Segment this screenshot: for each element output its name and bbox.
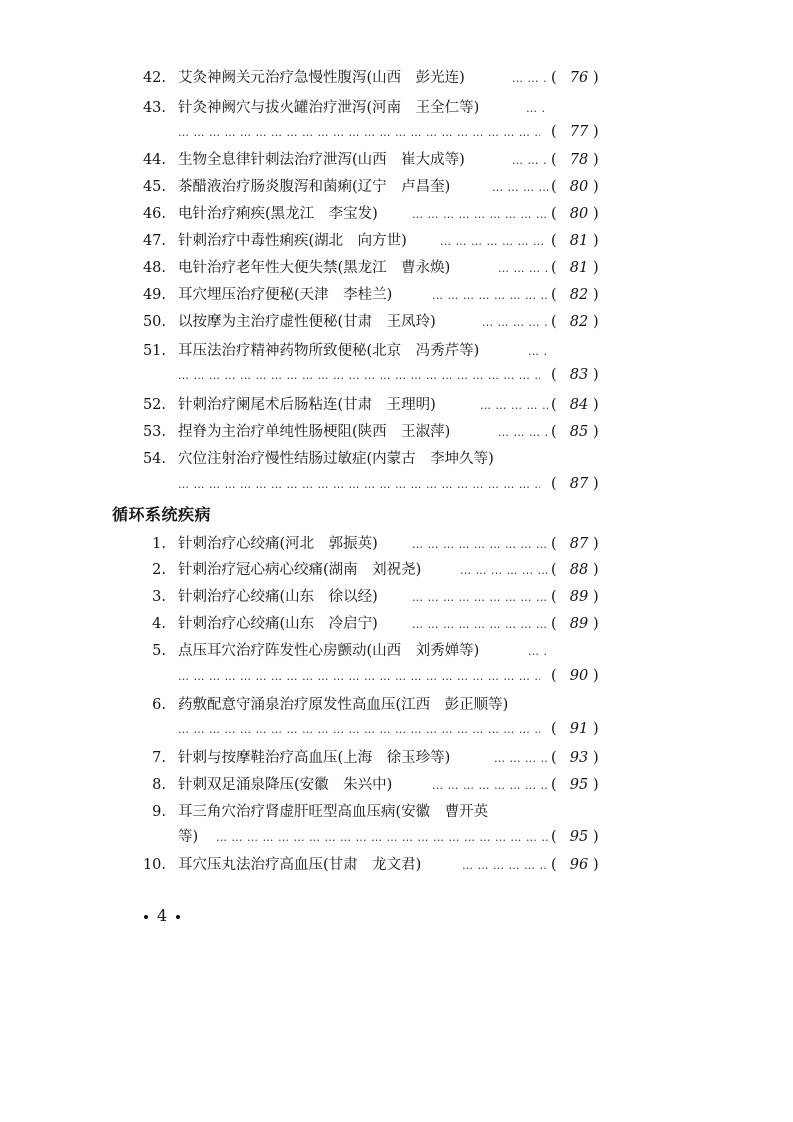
entry-page: 91 <box>569 721 589 737</box>
entry-title: 电针治疗老年性大便失禁(黑龙江 曹永焕) <box>178 260 451 276</box>
toc-entry-continuation: … … … … … … … … … … … … … … … … … … … … … … … … … … … … … … … … … … … … … … … … … … … … … … … … ( 77 ) <box>0 119 793 146</box>
toc-entry: 2. 针刺治疗冠心病心绞痛(湖南 刘祝尧) … … … … … … … … … … … … … … … … … … … … … … … … … … … … … … … … … … … … … … … … … … … … … … … … ( 88 ) <box>0 557 793 584</box>
entry-number: 9. <box>152 804 166 820</box>
entry-page: 83 <box>569 367 589 383</box>
toc-entry: 7. 针刺与按摩鞋治疗高血压(上海 徐玉珍等) … … … … … … … … … … … … … … … … … … … … … … … … … … … … … … … … … … … … … … … … … … … … … … … … ( 93 ) <box>0 745 793 772</box>
entry-page: 87 <box>569 476 589 492</box>
entry-title: 药敷配意守涌泉治疗原发性高血压(江西 彭正顺等) <box>178 697 509 713</box>
entry-title: 针刺治疗阑尾术后肠粘连(甘肃 王理明) <box>178 397 436 413</box>
dot-leader <box>216 824 548 851</box>
entry-page: 81 <box>569 260 589 276</box>
toc-entry: 42. 艾灸神阙关元治疗急慢性腹泻(山西 彭光连) … … … … … … … … … … … … … … … … … … … … … … … … … … … … … … … … … … … … … … … … … … … … … … … … ( 76 ) <box>0 65 793 92</box>
entry-number: 4. <box>152 616 166 632</box>
dot-leader <box>178 663 540 690</box>
entry-number: 47. <box>142 233 166 249</box>
entry-title: 针刺治疗中毒性痢疾(湖北 向方世) <box>178 233 407 249</box>
entry-title: 以按摩为主治疗虚性便秘(甘肃 王凤玲) <box>178 314 436 330</box>
entry-page: 82 <box>569 314 589 330</box>
entry-title: 针刺双足涌泉降压(安徽 朱兴中) <box>178 777 393 793</box>
dot-leader <box>412 531 548 558</box>
entry-page: 81 <box>569 233 589 249</box>
entry-number: 52. <box>142 397 166 413</box>
toc-entry <box>0 338 793 365</box>
entry-page: 93 <box>569 750 589 766</box>
entry-number: 51. <box>142 343 166 359</box>
dot-leader <box>178 362 540 389</box>
dot-leader <box>480 392 548 419</box>
toc-entry <box>0 638 793 665</box>
entry-number: 42. <box>142 70 166 86</box>
entry-page: 89 <box>569 589 589 605</box>
entry-page: 77 <box>569 124 589 140</box>
entry-title: 电针治疗痢疾(黑龙江 李宝发) <box>178 206 378 222</box>
dot-leader <box>412 611 548 638</box>
dot-leader <box>512 147 548 174</box>
bullet-icon <box>144 915 148 919</box>
dot-leader <box>494 745 548 772</box>
dot-leader <box>462 852 548 879</box>
toc-entry: 45. 茶醋液治疗肠炎腹泻和菌痢(辽宁 卢昌奎) … … … … … … … … … … … … … … … … … … … … … … … … … … … … … … … … … … … … … … … … … … … … … … … … ( 80 ) <box>0 174 793 201</box>
entry-page: 84 <box>569 397 589 413</box>
toc-entry: 10. 耳穴压丸法治疗高血压(甘肃 龙文君) … … … … … … … … … … … … … … … … … … … … … … … … … … … … … … … … … … … … … … … … … … … … … … … … ( 96 ) <box>0 852 793 879</box>
toc-entry: 8. 针刺双足涌泉降压(安徽 朱兴中) … … … … … … … … … … … … … … … … … … … … … … … … … … … … … … … … … … … … … … … … … … … … … … … … ( 95 ) <box>0 772 793 799</box>
entry-number: 50. <box>142 314 166 330</box>
entry-title: 耳三角穴治疗肾虚肝旺型高血压病(安徽 曹开英 <box>178 804 489 820</box>
entry-page: 82 <box>569 287 589 303</box>
dot-leader <box>432 772 548 799</box>
entry-page: 80 <box>569 179 589 195</box>
entry-title: 茶醋液治疗肠炎腹泻和菌痢(辽宁 卢昌奎) <box>178 179 451 195</box>
entry-number: 44. <box>142 152 166 168</box>
toc-entry: 47. 针刺治疗中毒性痢疾(湖北 向方世) … … … … … … … … … … … … … … … … … … … … … … … … … … … … … … … … … … … … … … … … … … … … … … … … ( 81 ) <box>0 228 793 255</box>
dot-leader <box>528 638 546 665</box>
entry-number: 48. <box>142 260 166 276</box>
toc-entry-continuation: … … … … … … … … … … … … … … … … … … … … … … … … … … … … … … … … … … … … … … … … … … … … … … … … ( 87 ) <box>0 471 793 498</box>
entry-number: 8. <box>152 777 166 793</box>
entry-title: 耳压法治疗精神药物所致便秘(北京 冯秀芹等) <box>178 343 480 359</box>
toc-entry: 3. 针刺治疗心绞痛(山东 徐以经) … … … … … … … … … … … … … … … … … … … … … … … … … … … … … … … … … … … … … … … … … … … … … … … … ( 89 ) <box>0 584 793 611</box>
dot-leader <box>432 282 548 309</box>
entry-page: 87 <box>569 536 589 552</box>
entry-title: 穴位注射治疗慢性结肠过敏症(内蒙古 李坤久等) <box>178 451 494 467</box>
entry-page: 90 <box>569 668 589 684</box>
toc-entry-continuation: … … … … … … … … … … … … … … … … … … … … … … … … … … … … … … … … … … … … … … … … … … … … … … … … ( 90 ) <box>0 663 793 690</box>
entry-title-continuation: 等) <box>178 829 199 845</box>
toc-entry: 49. 耳穴埋压治疗便秘(天津 李桂兰) … … … … … … … … … … … … … … … … … … … … … … … … … … … … … … … … … … … … … … … … … … … … … … … … ( 82 ) <box>0 282 793 309</box>
section-heading: 循环系统疾病 <box>112 505 212 524</box>
dot-leader <box>526 95 546 122</box>
dot-leader <box>492 174 548 201</box>
dot-leader <box>460 557 548 584</box>
entry-number: 45. <box>142 179 166 195</box>
dot-leader <box>528 338 546 365</box>
entry-title: 耳穴埋压治疗便秘(天津 李桂兰) <box>178 287 393 303</box>
entry-title: 生物全息律针刺法治疗泄泻(山西 崔大成等) <box>178 152 465 168</box>
entry-number: 2. <box>152 562 166 578</box>
dot-leader <box>512 65 548 92</box>
entry-number: 7. <box>152 750 166 766</box>
toc-entry <box>0 446 793 473</box>
page-footer <box>135 906 189 925</box>
toc-entry: 46. 电针治疗痢疾(黑龙江 李宝发) … … … … … … … … … … … … … … … … … … … … … … … … … … … … … … … … … … … … … … … … … … … … … … … … ( 80 ) <box>0 201 793 228</box>
toc-entry: 1. 针刺治疗心绞痛(河北 郭振英) … … … … … … … … … … … … … … … … … … … … … … … … … … … … … … … … … … … … … … … … … … … … … … … … ( 87 ) <box>0 531 793 558</box>
dot-leader <box>178 471 540 498</box>
toc-entry-continuation: … … … … … … … … … … … … … … … … … … … … … … … … … … … … … … … … … … … … … … … … … … … … … … … … ( 83 ) <box>0 362 793 389</box>
toc-entry <box>0 692 793 719</box>
entry-page: 88 <box>569 562 589 578</box>
toc-entry <box>0 799 793 826</box>
entry-number: 3. <box>152 589 166 605</box>
entry-page: 89 <box>569 616 589 632</box>
dot-leader <box>178 716 540 743</box>
entry-title: 针刺治疗心绞痛(河北 郭振英) <box>178 536 378 552</box>
toc-entry: 53. 捏脊为主治疗单纯性肠梗阻(陕西 王淑萍) … … … … … … … … … … … … … … … … … … … … … … … … … … … … … … … … … … … … … … … … … … … … … … … … ( 85 ) <box>0 419 793 446</box>
entry-page: 95 <box>569 777 589 793</box>
entry-title: 针刺与按摩鞋治疗高血压(上海 徐玉珍等) <box>178 750 451 766</box>
entry-number: 43. <box>142 100 166 116</box>
entry-page: 96 <box>569 857 589 873</box>
dot-leader <box>440 228 548 255</box>
entry-number: 54. <box>142 451 166 467</box>
entry-title: 针刺治疗心绞痛(山东 徐以经) <box>178 589 378 605</box>
toc-entry <box>0 95 793 122</box>
dot-leader <box>498 255 548 282</box>
toc-entry-continuation: … … … … … … … … … … … … … … … … … … … … … … … … … … … … … … … … … … … … … … … … … … … … … … … … ( 91 ) <box>0 716 793 743</box>
toc-entry: 44. 生物全息律针刺法治疗泄泻(山西 崔大成等) … … … … … … … … … … … … … … … … … … … … … … … … … … … … … … … … … … … … … … … … … … … … … … … … ( 78 ) <box>0 147 793 174</box>
entry-title: 点压耳穴治疗阵发性心房颤动(山西 刘秀婵等) <box>178 643 480 659</box>
toc-entry: 52. 针刺治疗阑尾术后肠粘连(甘肃 王理明) … … … … … … … … … … … … … … … … … … … … … … … … … … … … … … … … … … … … … … … … … … … … … … … … ( 84 ) <box>0 392 793 419</box>
entry-title: 针灸神阙穴与拔火罐治疗泄泻(河南 王全仁等) <box>178 100 480 116</box>
entry-page: 76 <box>569 70 589 86</box>
bullet-icon <box>176 915 180 919</box>
entry-title: 耳穴压丸法治疗高血压(甘肃 龙文君) <box>178 857 422 873</box>
dot-leader <box>178 119 540 146</box>
toc-entry-continuation: 等) … … … … … … … … … … … … … … … … … … … … … … … … … … … … … … … … … … … … … … … … … … … … … … … … ( 95 ) <box>0 824 793 851</box>
entry-title: 艾灸神阙关元治疗急慢性腹泻(山西 彭光连) <box>178 70 465 86</box>
entry-page: 78 <box>569 152 589 168</box>
entry-number: 53. <box>142 424 166 440</box>
entry-page: 95 <box>569 829 589 845</box>
toc-entry: 4. 针刺治疗心绞痛(山东 冷启宁) … … … … … … … … … … … … … … … … … … … … … … … … … … … … … … … … … … … … … … … … … … … … … … … … ( 89 ) <box>0 611 793 638</box>
page-number: 4 <box>157 906 168 925</box>
dot-leader <box>412 584 548 611</box>
entry-number: 10. <box>142 857 166 873</box>
entry-page: 85 <box>569 424 589 440</box>
entry-page: 80 <box>569 206 589 222</box>
dot-leader <box>482 309 548 336</box>
entry-number: 49. <box>142 287 166 303</box>
toc-entry: 50. 以按摩为主治疗虚性便秘(甘肃 王凤玲) … … … … … … … … … … … … … … … … … … … … … … … … … … … … … … … … … … … … … … … … … … … … … … … … ( 82 ) <box>0 309 793 336</box>
dot-leader <box>498 419 548 446</box>
entry-title: 针刺治疗心绞痛(山东 冷启宁) <box>178 616 378 632</box>
toc-entry: 48. 电针治疗老年性大便失禁(黑龙江 曹永焕) … … … … … … … … … … … … … … … … … … … … … … … … … … … … … … … … … … … … … … … … … … … … … … … … ( 81 ) <box>0 255 793 282</box>
entry-number: 6. <box>152 697 166 713</box>
dot-leader <box>412 201 548 228</box>
entry-number: 1. <box>152 536 166 552</box>
entry-title: 捏脊为主治疗单纯性肠梗阻(陕西 王淑萍) <box>178 424 451 440</box>
entry-title: 针刺治疗冠心病心绞痛(湖南 刘祝尧) <box>178 562 422 578</box>
entry-number: 46. <box>142 206 166 222</box>
entry-number: 5. <box>152 643 166 659</box>
